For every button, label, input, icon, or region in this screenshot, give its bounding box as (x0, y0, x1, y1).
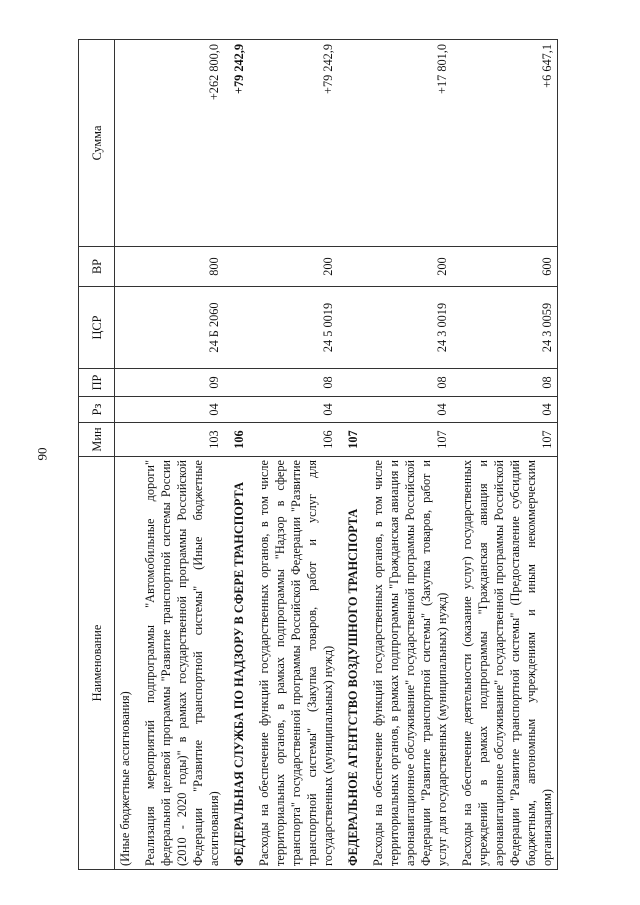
header-name: Наименование (79, 457, 115, 870)
row-min: 107 (338, 423, 363, 457)
row-name: Расходы на обеспечение деятельности (оказание услуг) государственных учреждений в рамках подпрограммы "Гражданская авиация и аэронавигационное обслуживание" государственной программы Российской Федерации "Развитие транспортной системы" (Предоставление субсидий бюджетным, автономным учреждениям и иным некоммерческим организациям) (452, 457, 558, 870)
row-pr: 09 (135, 369, 224, 397)
row-rz: 04 (363, 397, 452, 423)
row-min: 107 (363, 423, 452, 457)
header-rz: Рз (79, 397, 115, 423)
row-csr (115, 287, 136, 369)
row-pr (338, 369, 363, 397)
row-sum (338, 40, 363, 247)
row-csr: 24 5 0019 (249, 287, 338, 369)
row-name: ФЕДЕРАЛЬНАЯ СЛУЖБА ПО НАДЗОРУ В СФЕРЕ ТРАНСПОРТА (224, 457, 249, 870)
row-rz (338, 397, 363, 423)
row-sum: +79 242,9 (249, 40, 338, 247)
budget-table (78, 39, 558, 870)
row-sum: +17 801,0 (363, 40, 452, 247)
row-rz: 04 (249, 397, 338, 423)
row-name: Расходы на обеспечение функций государственных органов, в том числе территориальных органов, в рамках подпрограммы "Гражданская авиация и аэронавигационное обслуживание" государственной программы Российской Федерации "Развитие транспортной системы" (Закупка товаров, работ и услуг для государственных (муниципальных) нужд) (363, 457, 452, 870)
row-name: Расходы на обеспечение функций государственных органов, в том числе территориальных органов, в рамках подпрограммы "Надзор в сфере транспорта" государственной программы Российской Федерации "Развитие транспортной системы" (Закупка товаров, работ и услуг для государственных (муниципальных) нужд) (249, 457, 338, 870)
row-min: 106 (224, 423, 249, 457)
row-sum: +262 800,0 (135, 40, 224, 247)
row-pr (224, 369, 249, 397)
header-vr: ВР (79, 247, 115, 287)
row-min: 107 (452, 423, 558, 457)
table-row (363, 40, 452, 870)
row-name: Реализация мероприятий подпрограммы "Автомобильные дороги" федеральной целевой программы "Развитие транспортной системы России (2010 - 2020 годы)" в рамках государственной программы Российской Федерации "Развитие транспортной системы" (Иные бюджетные ассигнования) (135, 457, 224, 870)
row-pr (115, 369, 136, 397)
row-vr: 200 (363, 247, 452, 287)
table-row-section (338, 40, 363, 870)
row-csr: 24 3 0059 (452, 287, 558, 369)
row-csr (338, 287, 363, 369)
row-min: 106 (249, 423, 338, 457)
row-csr: 24 Б 2060 (135, 287, 224, 369)
row-sum (115, 40, 136, 247)
header-csr: ЦСР (79, 287, 115, 369)
row-vr: 800 (135, 247, 224, 287)
row-name: (Иные бюджетные ассигнования) (115, 457, 136, 870)
row-sum: +6 647,1 (452, 40, 558, 247)
header-pr: ПР (79, 369, 115, 397)
table-header-row (79, 40, 115, 870)
row-rz: 04 (135, 397, 224, 423)
row-min (115, 423, 136, 457)
rotated-page-content (78, 40, 618, 870)
row-rz (224, 397, 249, 423)
row-vr (224, 247, 249, 287)
table-row-section (224, 40, 249, 870)
table-row (249, 40, 338, 870)
row-pr: 08 (249, 369, 338, 397)
row-pr: 08 (452, 369, 558, 397)
row-vr: 200 (249, 247, 338, 287)
row-csr (224, 287, 249, 369)
table-row (452, 40, 558, 870)
row-vr: 600 (452, 247, 558, 287)
row-vr (115, 247, 136, 287)
row-rz: 04 (452, 397, 558, 423)
row-pr: 08 (363, 369, 452, 397)
row-sum: +79 242,9 (224, 40, 249, 247)
table-row (115, 40, 136, 870)
header-min: Мин (79, 423, 115, 457)
header-sum: Сумма (79, 40, 115, 247)
row-name: ФЕДЕРАЛЬНОЕ АГЕНТСТВО ВОЗДУШНОГО ТРАНСПОРТА (338, 457, 363, 870)
row-min: 103 (135, 423, 224, 457)
row-csr: 24 3 0019 (363, 287, 452, 369)
table-row (135, 40, 224, 870)
page-number: 90 (34, 447, 50, 461)
row-vr (338, 247, 363, 287)
row-rz (115, 397, 136, 423)
